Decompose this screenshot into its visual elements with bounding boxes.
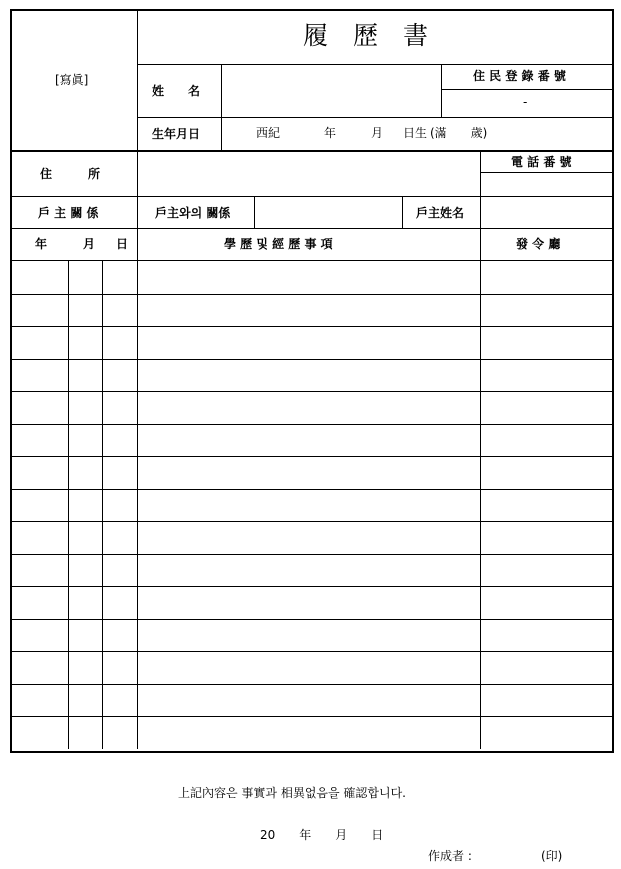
history-year-cell[interactable] <box>11 685 68 716</box>
history-issuer-cell[interactable] <box>481 620 611 651</box>
history-issuer-cell[interactable] <box>481 717 611 748</box>
history-month-cell[interactable] <box>69 295 102 326</box>
history-details-cell[interactable] <box>138 262 480 293</box>
resident-number-label: 住 民 登 錄 番 號 <box>473 69 566 83</box>
history-day-cell[interactable] <box>103 392 137 423</box>
history-issuer-cell[interactable] <box>481 490 611 521</box>
history-month-cell[interactable] <box>69 717 102 748</box>
history-details-cell[interactable] <box>138 652 480 683</box>
history-details-cell[interactable] <box>138 522 480 553</box>
history-issuer-cell[interactable] <box>481 457 611 488</box>
history-issuer-cell[interactable] <box>481 360 611 391</box>
history-year-cell[interactable] <box>11 392 68 423</box>
history-header-details: 學 歷 및 經 歷 事 項 <box>224 237 333 251</box>
history-month-cell[interactable] <box>69 490 102 521</box>
history-month-cell[interactable] <box>69 555 102 586</box>
history-issuer-cell[interactable] <box>481 262 611 293</box>
history-details-cell[interactable] <box>138 587 480 618</box>
history-day-cell[interactable] <box>103 295 137 326</box>
history-year-cell[interactable] <box>11 327 68 358</box>
confirmation-statement: 上記內容은 事實과 相異없음을 確認합니다. <box>178 786 406 800</box>
history-day-cell[interactable] <box>103 490 137 521</box>
resident-number-value: - <box>523 95 528 109</box>
history-month-cell[interactable] <box>69 262 102 293</box>
history-year-cell[interactable] <box>11 522 68 553</box>
history-day-cell[interactable] <box>103 717 137 748</box>
history-year-cell[interactable] <box>11 620 68 651</box>
history-details-cell[interactable] <box>138 555 480 586</box>
history-month-cell[interactable] <box>69 652 102 683</box>
history-year-cell[interactable] <box>11 587 68 618</box>
history-issuer-cell[interactable] <box>481 425 611 456</box>
history-month-cell[interactable] <box>69 392 102 423</box>
history-month-cell[interactable] <box>69 685 102 716</box>
householder-name-label: 戶主姓名 <box>416 206 465 220</box>
history-issuer-cell[interactable] <box>481 392 611 423</box>
form-title: 履 歷 書 <box>303 21 429 50</box>
birth-era-text: 西紀 <box>256 126 281 140</box>
history-month-cell[interactable] <box>69 587 102 618</box>
history-details-cell[interactable] <box>138 425 480 456</box>
history-year-cell[interactable] <box>11 555 68 586</box>
history-day-cell[interactable] <box>103 262 137 293</box>
history-month-cell[interactable] <box>69 457 102 488</box>
birth-age-text: (滿 歲) <box>430 126 488 140</box>
history-year-cell[interactable] <box>11 425 68 456</box>
householder-label: 戶 主 關 係 <box>38 206 99 220</box>
history-details-cell[interactable] <box>138 457 480 488</box>
history-details-cell[interactable] <box>138 685 480 716</box>
address-label: 住 所 <box>40 167 101 181</box>
history-month-cell[interactable] <box>69 327 102 358</box>
author-label: 作成者 : <box>428 849 472 863</box>
history-issuer-cell[interactable] <box>481 295 611 326</box>
history-issuer-cell[interactable] <box>481 685 611 716</box>
date-line: 20 年 月 日 <box>260 828 384 842</box>
history-day-cell[interactable] <box>103 360 137 391</box>
history-header-month: 月 <box>83 237 96 251</box>
history-details-cell[interactable] <box>138 392 480 423</box>
history-year-cell[interactable] <box>11 262 68 293</box>
history-month-cell[interactable] <box>69 522 102 553</box>
history-day-cell[interactable] <box>103 425 137 456</box>
history-year-cell[interactable] <box>11 490 68 521</box>
history-details-cell[interactable] <box>138 620 480 651</box>
history-issuer-cell[interactable] <box>481 522 611 553</box>
history-month-cell[interactable] <box>69 620 102 651</box>
birth-day-text: 日生 <box>403 126 428 140</box>
author-signature-field[interactable] <box>486 847 536 863</box>
history-issuer-cell[interactable] <box>481 587 611 618</box>
history-month-cell[interactable] <box>69 425 102 456</box>
history-day-cell[interactable] <box>103 620 137 651</box>
householder-relation-label: 戶主와의 關係 <box>155 206 231 220</box>
history-day-cell[interactable] <box>103 555 137 586</box>
birth-date-label: 生年月日 <box>152 127 201 141</box>
history-day-cell[interactable] <box>103 685 137 716</box>
history-details-cell[interactable] <box>138 717 480 748</box>
history-day-cell[interactable] <box>103 327 137 358</box>
history-day-cell[interactable] <box>103 652 137 683</box>
history-issuer-cell[interactable] <box>481 327 611 358</box>
history-details-cell[interactable] <box>138 327 480 358</box>
history-year-cell[interactable] <box>11 652 68 683</box>
history-header-year: 年 <box>35 237 48 251</box>
history-header-issuer: 發 令 廳 <box>516 237 561 251</box>
history-year-cell[interactable] <box>11 717 68 748</box>
history-issuer-cell[interactable] <box>481 555 611 586</box>
birth-month-text: 月 <box>371 126 384 140</box>
history-details-cell[interactable] <box>138 490 480 521</box>
history-issuer-cell[interactable] <box>481 652 611 683</box>
birth-year-text: 年 <box>324 126 337 140</box>
phone-label: 電 話 番 號 <box>511 155 572 169</box>
history-details-cell[interactable] <box>138 295 480 326</box>
name-label: 姓 名 <box>152 84 201 98</box>
history-year-cell[interactable] <box>11 360 68 391</box>
history-details-cell[interactable] <box>138 360 480 391</box>
history-header-day: 日 <box>116 237 129 251</box>
history-day-cell[interactable] <box>103 522 137 553</box>
history-month-cell[interactable] <box>69 360 102 391</box>
seal-label: (印) <box>541 849 563 863</box>
photo-placeholder: [寫眞] <box>55 73 89 87</box>
history-day-cell[interactable] <box>103 457 137 488</box>
history-year-cell[interactable] <box>11 457 68 488</box>
history-year-cell[interactable] <box>11 295 68 326</box>
history-day-cell[interactable] <box>103 587 137 618</box>
